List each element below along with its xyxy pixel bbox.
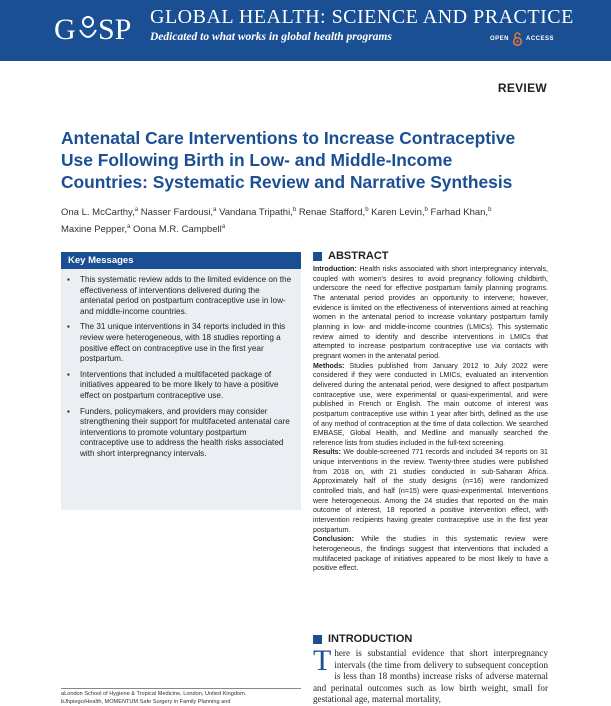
author-affiliation-mark: b bbox=[488, 207, 491, 213]
footnote-line: aLondon School of Hygiene & Tropical Medicine, London, United Kingdom. bbox=[61, 691, 301, 699]
open-access-label-open: OPEN bbox=[490, 36, 509, 42]
author-name: Oona M.R. Campbell bbox=[133, 224, 222, 235]
article-type: REVIEW bbox=[498, 81, 547, 95]
author-affiliation-mark: b bbox=[293, 207, 296, 213]
author-name: Nasser Fardousi, bbox=[141, 207, 213, 218]
abstract-text: Studies published from January 2012 to July 2022 were considered if they were conducted in LMICs, evaluated an intervention delivered during the antenatal period, were designed to affect postpartum contraceptive use, were experimental or quasi-experimental, and were published in French or English. The main outcome of interest was postpartum contraceptive use within 1 year after birth, defined as the use of any method of contraception at the time of data collection. We searched EMBASE, Global Health, and Medline and manually searched the reference lists from studies included in the full-text screening. bbox=[313, 362, 548, 447]
section-marker-icon bbox=[313, 252, 322, 261]
svg-text:SP: SP bbox=[98, 13, 131, 46]
abstract-conclusion bbox=[313, 535, 548, 574]
footnote-line: bJhpiego/Health, MOMENTUM Safe Surgery in Family Planning and bbox=[61, 699, 301, 706]
abstract-methods bbox=[313, 362, 548, 449]
abstract-body bbox=[313, 265, 548, 574]
author-name: Ona L. McCarthy, bbox=[61, 207, 135, 218]
key-messages-list bbox=[61, 275, 301, 460]
open-access-label-access: ACCESS bbox=[526, 36, 554, 42]
author-name: Vandana Tripathi, bbox=[219, 207, 293, 218]
author-list bbox=[61, 203, 541, 237]
abstract-text: While the studies in this systematic review were heterogeneous, the findings suggest that interventions that included a multifaceted package of initiatives appeared to be most likely to have a positive effect. bbox=[313, 535, 548, 572]
abstract-heading-label: ABSTRACT bbox=[328, 250, 389, 262]
abstract-label: Methods: bbox=[313, 362, 345, 370]
introduction-text: here is substantial evidence that short interpregnancy intervals (the time from delivery to subsequent conception is less than 18 months) increase risks of adverse maternal and perinatal outcomes such as low birth weight, small for gestational age, maternal mortality, bbox=[313, 648, 548, 704]
open-access-badge bbox=[490, 32, 554, 46]
abstract-label: Introduction: bbox=[313, 265, 357, 273]
introduction-heading-label: INTRODUCTION bbox=[328, 633, 412, 645]
journal-tagline: Dedicated to what works in global health programs bbox=[150, 31, 392, 43]
abstract-text: Health risks associated with short interpregnancy intervals, coupled with women's desires to avoid pregnancy following childbirth, underscore the need for effective postpartum family planning programs. The antenatal period provides an opportunity to intervene; however, evidence is limited on the effectiveness of interventions aimed at reaching women in the antenatal period to increase voluntary postpartum family planning in low- and middle-income countries (LMICs). This systematic review aimed to identify and describe interventions in LMICs that attempted to increase postpartum contraceptive use via contacts with pregnant women in the antenatal period. bbox=[313, 265, 548, 360]
affiliation-footnotes bbox=[61, 691, 301, 706]
author-name: Karen Levin, bbox=[371, 207, 424, 218]
key-message-item: ▪ The 31 unique interventions in 34 reports included in this review were heterogeneous, with 18 studies reporting a positive effect on contraceptive use in the first year postpartum. bbox=[80, 322, 293, 364]
abstract-text: We double-screened 771 records and included 34 reports on 31 unique interventions in the review. Twenty-three studies were published from 2018 on, with 21 studies conducted in sub-Saharan Africa. Approximately half of the study designs (n=16) were randomized controlled trials, and half (n=15) were quasi-experimental. Interventions were heterogeneous. Among the 24 studies that reported on the main outcome of interest, 18 reported a positive intervention effect, with intervention recipients having greater contraceptive use in the first year postpartum. bbox=[313, 448, 548, 533]
article-title: Antenatal Care Interventions to Increase Contraceptive Use Following Birth in Low- and Middle-Income Countries: Systematic Review and Narrative Synthesis bbox=[61, 127, 541, 193]
abstract-label: Conclusion: bbox=[313, 535, 354, 543]
author-affiliation-mark: b bbox=[425, 207, 428, 213]
drop-cap: T bbox=[313, 649, 331, 673]
footnote-divider bbox=[61, 688, 301, 689]
author-name: Maxine Pepper, bbox=[61, 224, 127, 235]
section-marker-icon bbox=[313, 635, 322, 644]
author-affiliation-mark: a bbox=[213, 207, 216, 213]
key-messages-box bbox=[61, 252, 301, 510]
introduction-body bbox=[313, 648, 548, 706]
abstract-results bbox=[313, 448, 548, 535]
author-name: Renae Stafford, bbox=[299, 207, 365, 218]
author-affiliation-mark: a bbox=[127, 224, 130, 230]
journal-title: GLOBAL HEALTH: SCIENCE AND PRACTICE bbox=[150, 6, 574, 29]
svg-text:G: G bbox=[54, 13, 76, 46]
key-message-item: ▪ Funders, policymakers, and providers may consider strengthening their support for multifaceted antenatal care interventions to promote voluntary postpartum contraceptive use to address the health risks associated with short interpregnancy intervals. bbox=[80, 407, 293, 460]
open-access-lock-icon bbox=[512, 32, 523, 46]
key-message-item: ▪ Interventions that included a multifaceted package of initiatives appeared to be more likely to have a positive effect on postpartum contraceptive use. bbox=[80, 370, 293, 402]
author-name: Farhad Khan, bbox=[431, 207, 489, 218]
ghsp-logo bbox=[54, 8, 144, 48]
abstract-heading bbox=[313, 250, 389, 262]
author-affiliation-mark: b bbox=[365, 207, 368, 213]
key-message-item: ▪ This systematic review adds to the limited evidence on the effectiveness of interventions delivered during the antenatal period on postpartum contraceptive use in low- and middle-income countries. bbox=[80, 275, 293, 317]
journal-banner bbox=[0, 0, 611, 61]
author-affiliation-mark: a bbox=[222, 224, 225, 230]
author-affiliation-mark: a bbox=[135, 207, 138, 213]
abstract-label: Results: bbox=[313, 448, 341, 456]
key-messages-heading: Key Messages bbox=[61, 252, 301, 269]
abstract-introduction bbox=[313, 265, 548, 362]
